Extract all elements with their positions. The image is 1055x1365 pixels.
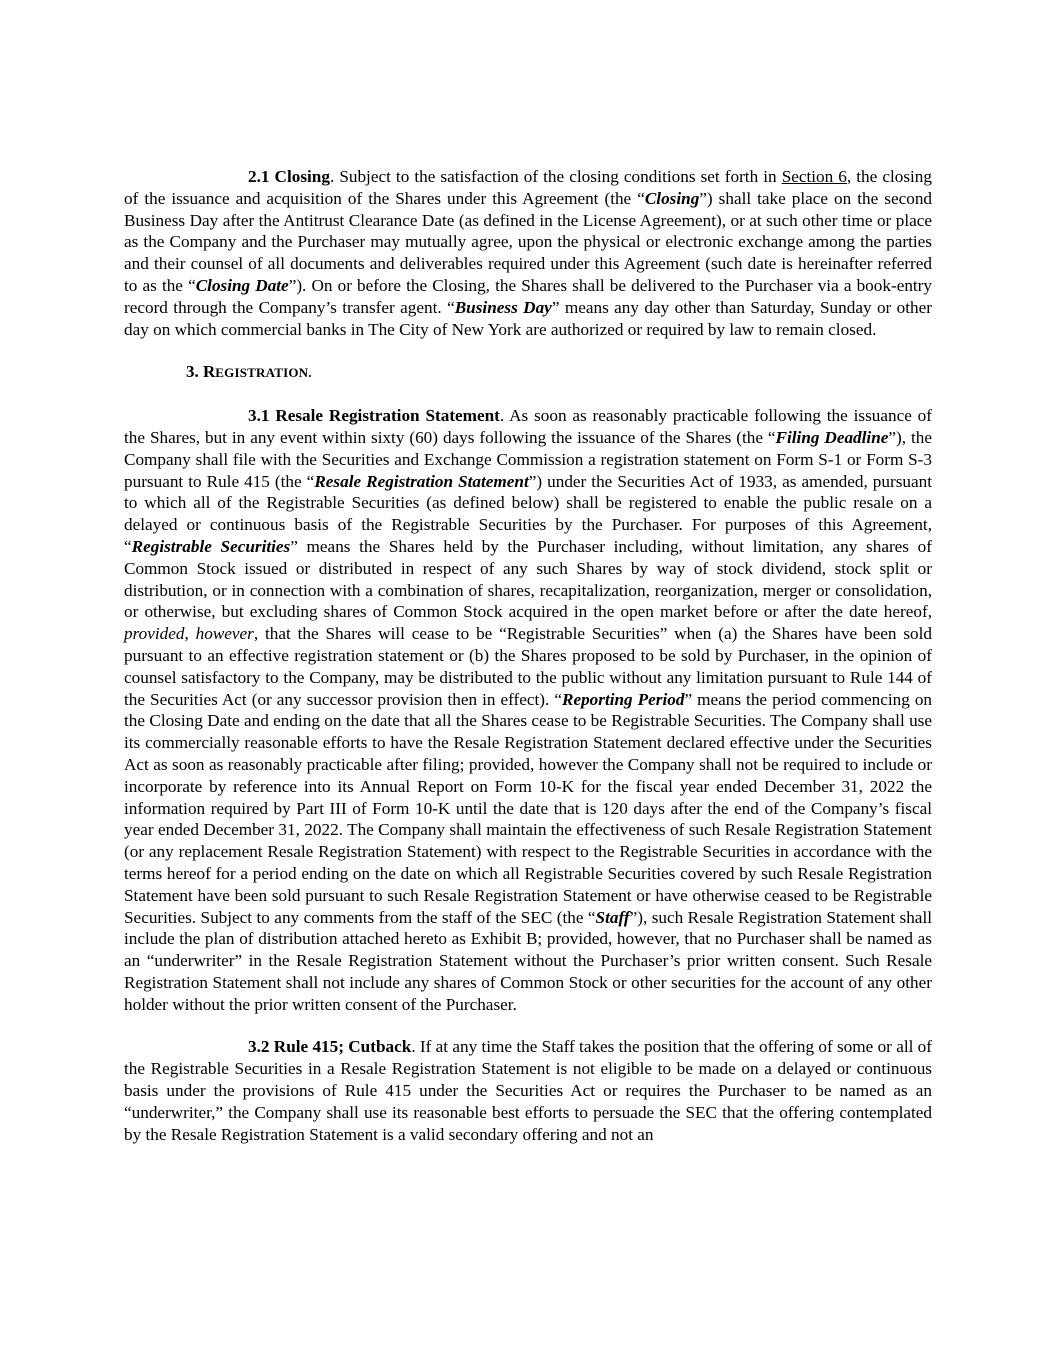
- defined-term-staff: Staff: [595, 907, 630, 927]
- section-3-heading: [124, 361, 932, 384]
- defined-term-resale-registration-statement: Resale Registration Statement: [314, 471, 529, 491]
- section-6-reference: Section 6: [781, 167, 847, 186]
- text: , that the Shares will cease to be “Registrable Securities” when (a) the Shares have been sold pursuant to an effective registration statement or (b) the Shares proposed to be sold by Purchaser, in the opinion of counsel satisfactory to the Company, may be distributed to the public without any limitation pursuant to Rule 144 of the Securities Act (or any successor provision then in effect). “: [124, 624, 932, 709]
- section-3-2-paragraph: [124, 1036, 932, 1145]
- text: ”), such Resale Registration Statement shall include the plan of distribution attached hereto as Exhibit B; provided, however, that no Purchaser shall be named as an “underwriter” in the Resale Registration Statement without the Purchaser’s prior written consent. Such Resale Registration Statement shall not include any shares of Common Stock or other securities for the account of any other holder without the prior written consent of the Purchaser.: [124, 907, 932, 1014]
- defined-term-filing-deadline: Filing Deadline: [775, 427, 889, 447]
- section-2-1-paragraph: [124, 166, 932, 340]
- section-3-1-paragraph: [124, 405, 932, 1015]
- text: ” means the Shares held by the Purchaser including, without limitation, any shares of Common Stock issued or distributed in respect of any such Shares by way of stock dividend, stock split or distribution, or in connection with a combination of shares, recapitalization, reorganization, merger or consolidation, or otherwise, but excluding shares of Common Stock acquired in the open market before or after the date hereof,: [124, 536, 932, 622]
- text: . Subject to the satisfaction of the closing conditions set forth in: [329, 167, 782, 186]
- section-2-1-heading: 2.1 Closing: [248, 167, 330, 186]
- section-3-number: 3. R: [186, 362, 216, 382]
- section-3-2-heading: 3.2 Rule 415; Cutback: [248, 1037, 412, 1057]
- document-page: [124, 166, 932, 1145]
- text: ”), the Company shall file with the Securities and Exchange Commission a registration statement on Form S-1 or Form S-3 pursuant to Rule 415 (the “: [124, 427, 932, 491]
- text: ” means the period commencing on the Closing Date and ending on the date that all the Shares cease to be Registrable Securities. The Company shall use its commercially reasonable efforts to have the Resale Registration Statement declared effective under the Securities Act as soon as reasonably practicable after filing; provided, however the Company shall not be required to include or incorporate by reference into its Annual Report on Form 10-K for the fiscal year ended December 31, 2022 the information required by Part III of Form 10-K until the date that is 120 days after the end of the Company’s fiscal year ended December 31, 2022. The Company shall maintain the effectiveness of such Resale Registration Statement (or any replacement Resale Registration Statement) with respect to the Registrable Securities in accordance with the terms hereof for a period ending on the date on which all Registrable Securities covered by such Resale Registration Statement have been sold pursuant to such Resale Registration Statement or have otherwise ceased to be Registrable Securities. Subject to any comments from the staff of the SEC (the “: [124, 689, 933, 927]
- section-3-title: EGISTRATION.: [215, 365, 312, 381]
- text: ”). On or before the Closing, the Shares shall be delivered to the Purchaser via a book-entry record through the Company’s transfer agent. “: [124, 275, 933, 317]
- defined-term-closing-date: Closing Date: [195, 275, 289, 295]
- defined-term-business-day: Business Day: [454, 297, 552, 317]
- text: ”) under the Securities Act of 1933, as amended, pursuant to which all of the Registrable Securities (as defined below) shall be registered to enable the public resale on a delayed or continuous basis of the Registrable Securities by the Purchaser. For purposes of this Agreement, “: [124, 471, 932, 556]
- section-3-1-heading: 3.1 Resale Registration Statement: [248, 406, 500, 426]
- defined-term-reporting-period: Reporting Period: [561, 689, 685, 709]
- text: ”) shall take place on the second Business Day after the Antitrust Clearance Date (as defined in the License Agreement), or at such other time or place as the Company and the Purchaser may mutually agree, upon the physical or electronic exchange among the parties and their counsel of all documents and deliverables required under this Agreement (such date is hereinafter referred to as the “: [124, 188, 933, 295]
- text: . If at any time the Staff takes the position that the offering of some or all of the Registrable Securities in a Resale Registration Statement is not eligible to be made on a delayed or continuous basis under the provisions of Rule 415 under the Securities Act or requires the Purchaser to be named as an “underwriter,” the Company shall use its reasonable best efforts to persuade the SEC that the offering contemplated by the Resale Registration Statement is a valid secondary offering and not an: [124, 1037, 932, 1144]
- defined-term-closing: Closing: [644, 188, 700, 208]
- text: ,: [184, 624, 196, 644]
- text: . As soon as reasonably practicable following the issuance of the Shares, but in any event within sixty (60) days following the issuance of the Shares (the “: [124, 406, 932, 447]
- text: ” means any day other than Saturday, Sunday or other day on which commercial banks in The City of New York are authorized or required by law to remain closed.: [124, 297, 932, 339]
- italic-however: however: [195, 624, 254, 644]
- defined-term-registrable-securities: Registrable Securities: [131, 536, 291, 556]
- italic-provided: provided: [124, 624, 185, 644]
- text: , the closing of the issuance and acquisition of the Shares under this Agreement (the “: [124, 167, 932, 208]
